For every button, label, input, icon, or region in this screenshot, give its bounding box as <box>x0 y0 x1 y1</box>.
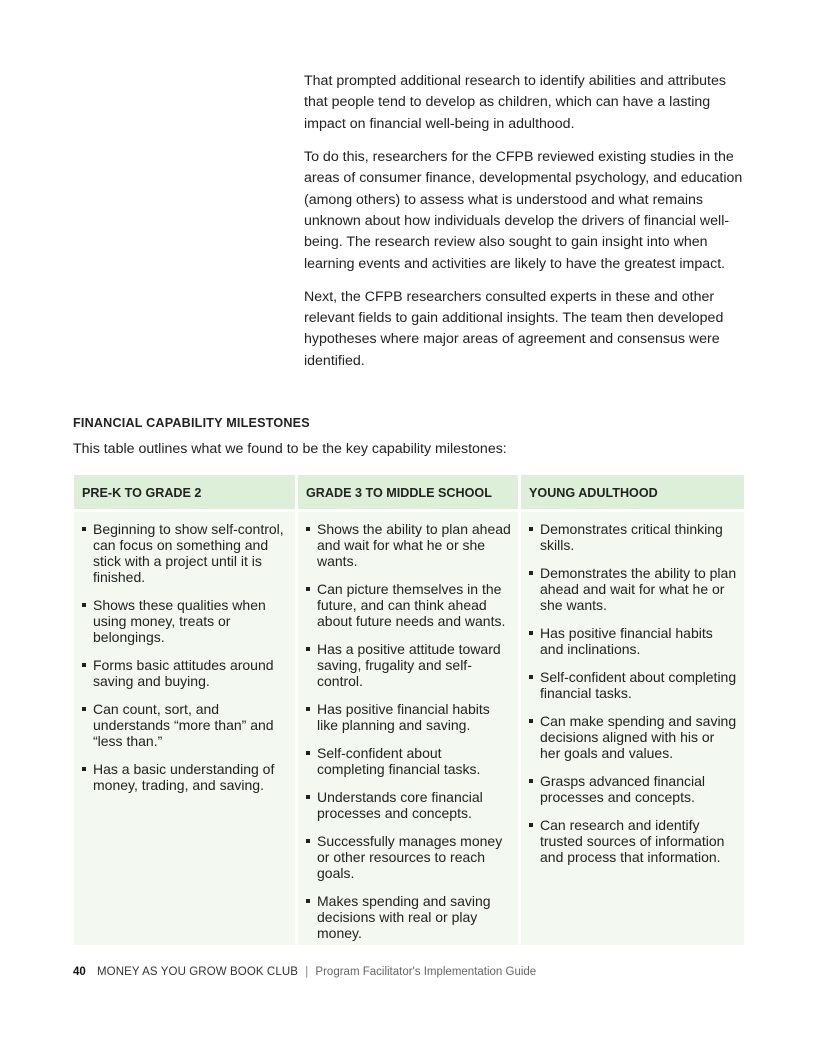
list-item: Shows these qualities when using money, treats or belongings. <box>80 597 289 645</box>
list-item: Beginning to show self-control, can focus on something and stick with a project until it is finished. <box>80 521 289 585</box>
milestone-list <box>298 512 518 945</box>
list-item: Grasps advanced financial processes and concepts. <box>527 773 738 805</box>
list-item: Has positive financial habits and inclinations. <box>527 625 738 657</box>
list-item: Forms basic attitudes around saving and buying. <box>80 657 289 689</box>
section-heading: FINANCIAL CAPABILITY MILESTONES <box>73 416 310 430</box>
list-item: Can picture themselves in the future, and can think ahead about future needs and wants. <box>304 581 512 629</box>
list-item: Successfully manages money or other resources to reach goals. <box>304 833 512 881</box>
footer-separator: | <box>305 966 309 978</box>
column-header: PRE-K TO GRADE 2 <box>74 475 295 512</box>
list-item: Self-confident about completing financial tasks. <box>527 669 738 701</box>
list-item: Demonstrates the ability to plan ahead and wait for what he or she wants. <box>527 565 738 613</box>
list-item: Makes spending and saving decisions with real or play money. <box>304 893 512 941</box>
column-prek-grade2 <box>74 475 295 945</box>
page-footer <box>73 966 536 978</box>
guide-subtitle: Program Facilitator's Implementation Guide <box>315 966 537 978</box>
milestones-table <box>74 475 744 945</box>
column-header: GRADE 3 TO MIDDLE SCHOOL <box>298 475 518 512</box>
list-item: Has a positive attitude toward saving, frugality and self-control. <box>304 641 512 689</box>
list-item: Demonstrates critical thinking skills. <box>527 521 738 553</box>
list-item: Shows the ability to plan ahead and wait for what he or she wants. <box>304 521 512 569</box>
section-lead: This table outlines what we found to be the key capability milestones: <box>73 441 507 457</box>
page-number: 40 <box>73 966 86 978</box>
milestone-list <box>521 512 744 945</box>
list-item: Can count, sort, and understands “more than” and “less than.” <box>80 701 289 749</box>
intro-paragraph: That prompted additional research to identify abilities and attributes that people tend to develop as children, which can have a lasting impact on financial well-being in adulthood. <box>304 73 726 132</box>
list-item: Can research and identify trusted sources of information and process that information. <box>527 817 738 865</box>
list-item: Has a basic understanding of money, trading, and saving. <box>80 761 289 793</box>
list-item: Can make spending and saving decisions aligned with his or her goals and values. <box>527 713 738 761</box>
intro-paragraph: Next, the CFPB researchers consulted experts in these and other relevant fields to gain additional insights. The team then developed hypotheses where major areas of agreement and consensus were identified. <box>304 288 724 369</box>
column-young-adulthood <box>521 475 744 945</box>
list-item: Self-confident about completing financial tasks. <box>304 745 512 777</box>
intro-paragraph: To do this, researchers for the CFPB reviewed existing studies in the areas of consumer finance, developmental psychology, and education (among others) to assess what is understood and what remains unknown about how individuals develop the drivers of financial well-being. The research review also sought to gain insight into when learning events and activities are likely to have the greatest impact. <box>304 148 743 272</box>
list-item: Has positive financial habits like planning and saving. <box>304 701 512 733</box>
book-title: MONEY AS YOU GROW BOOK CLUB <box>97 966 299 978</box>
column-grade3-middle-school <box>298 475 518 945</box>
intro-text <box>304 71 744 384</box>
column-header: YOUNG ADULTHOOD <box>521 475 744 512</box>
list-item: Understands core financial processes and concepts. <box>304 789 512 821</box>
milestone-list <box>74 512 295 945</box>
